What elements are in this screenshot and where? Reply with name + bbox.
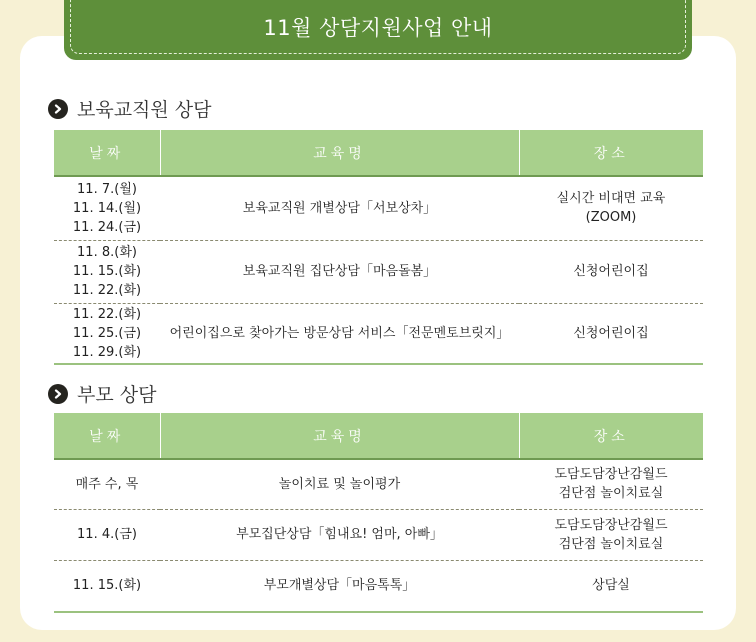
date-cell: 11. 8.(화) 11. 15.(화) 11. 22.(화)	[54, 240, 160, 303]
table-header-row	[54, 413, 703, 459]
place-cell: 도담도담장난감월드 검단점 놀이치료실	[519, 509, 703, 560]
place-cell: 신청어린이집	[519, 240, 703, 303]
date-cell: 11. 15.(화)	[54, 560, 160, 612]
header-place: 장소	[519, 130, 703, 176]
section-header-staff	[48, 95, 212, 122]
table-row	[54, 176, 703, 240]
program-cell: 보육교직원 개별상담「서보상차」	[160, 176, 519, 240]
table-header-row	[54, 130, 703, 176]
program-cell: 보육교직원 집단상담「마음돌봄」	[160, 240, 519, 303]
section-header-parents	[48, 380, 156, 407]
table-row	[54, 240, 703, 303]
header-program: 교육명	[160, 130, 519, 176]
program-cell: 부모개별상담「마음톡톡」	[160, 560, 519, 612]
program-cell: 놀이치료 및 놀이평가	[160, 459, 519, 509]
section-title: 부모 상담	[77, 384, 157, 406]
chevron-right-circle-icon	[48, 384, 68, 404]
header-program: 교육명	[160, 413, 519, 459]
date-cell: 11. 22.(화) 11. 25.(금) 11. 29.(화)	[54, 303, 160, 364]
place-cell: 상담실	[519, 560, 703, 612]
program-cell: 어린이집으로 찾아가는 방문상담 서비스「전문멘토브릿지」	[160, 303, 519, 364]
place-cell: 도담도담장난감월드 검단점 놀이치료실	[519, 459, 703, 509]
place-cell: 실시간 비대면 교육 (ZOOM)	[519, 176, 703, 240]
date-cell: 매주 수, 목	[54, 459, 160, 509]
section-title: 보육교직원 상담	[77, 99, 212, 121]
place-cell: 신청어린이집	[519, 303, 703, 364]
chevron-right-circle-icon	[48, 99, 68, 119]
header-date: 날짜	[54, 413, 160, 459]
title-banner	[64, 0, 692, 60]
date-cell: 11. 4.(금)	[54, 509, 160, 560]
header-place: 장소	[519, 413, 703, 459]
parent-counseling-table	[54, 413, 703, 613]
program-cell: 부모집단상담「힘내요! 엄마, 아빠」	[160, 509, 519, 560]
date-cell: 11. 7.(월) 11. 14.(월) 11. 24.(금)	[54, 176, 160, 240]
table-row	[54, 303, 703, 364]
table-row	[54, 509, 703, 560]
table-row	[54, 459, 703, 509]
table-row	[54, 560, 703, 612]
page-title: 11월 상담지원사업 안내	[263, 16, 493, 40]
staff-counseling-table	[54, 130, 703, 365]
header-date: 날짜	[54, 130, 160, 176]
